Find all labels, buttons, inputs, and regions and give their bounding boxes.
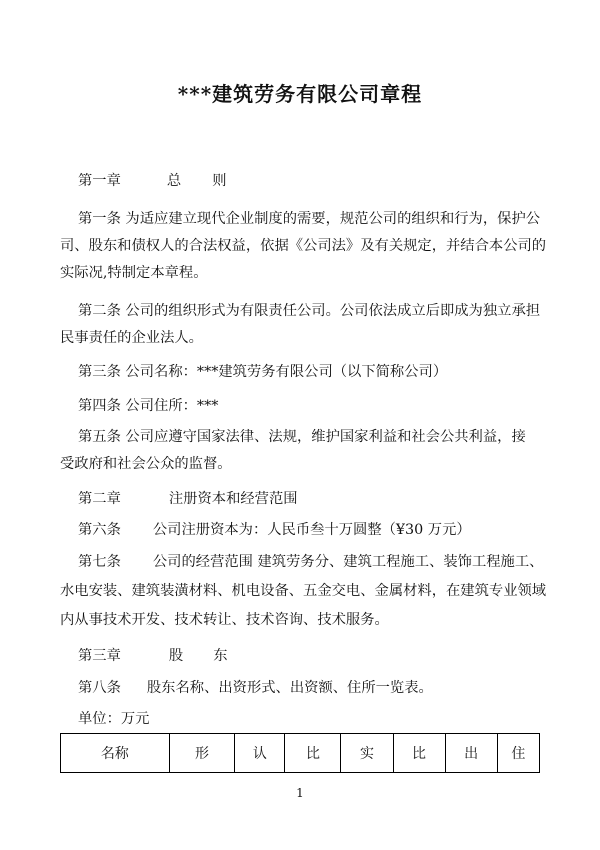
table-header-cell: 实 bbox=[341, 734, 393, 773]
page-number: 1 bbox=[296, 786, 304, 800]
article-1-line-3: 实际况,特制定本章程。 bbox=[60, 265, 208, 281]
article-5-line-2: 受政府和社会公众的监督。 bbox=[60, 456, 232, 472]
article-8 bbox=[78, 678, 433, 698]
document-title: ***建筑劳务有限公司章程 bbox=[177, 82, 423, 106]
article-6-text: 公司注册资本为：人民币叁十万圆整（¥30 万元） bbox=[152, 522, 471, 538]
article-1-line-1: 第一条 为适应建立现代企业制度的需要，规范公司的组织和行为，保护公 bbox=[78, 211, 541, 227]
chapter-2-heading bbox=[78, 489, 298, 509]
article-1-line-2: 司、股东和债权人的合法权益，依据《公司法》及有关规定，并结合本公司的 bbox=[60, 238, 547, 254]
article-7-line-2: 水电安装、建筑装潢材料、机电设备、五金交电、金属材料，在建筑专业领域 bbox=[60, 583, 547, 599]
table-header-row bbox=[61, 734, 540, 773]
chapter-1-heading bbox=[78, 171, 226, 191]
article-8-text: 股东名称、出资形式、出资额、住所一览表。 bbox=[146, 680, 433, 696]
article-7-text-1: 公司的经营范围 建筑劳务分、建筑工程施工、装饰工程施工、 bbox=[152, 554, 544, 570]
chapter-3-label: 第三章 bbox=[78, 648, 121, 664]
article-4: 第四条 公司住所：*** bbox=[78, 398, 219, 414]
article-7-label: 第七条 bbox=[78, 554, 121, 570]
table-header-cell: 比 bbox=[393, 734, 445, 773]
chapter-3-heading bbox=[78, 646, 227, 666]
article-2-line-1: 第二条 公司的组织形式为有限责任公司。公司依法成立后即成为独立承担 bbox=[78, 303, 541, 319]
article-7-line-1 bbox=[78, 552, 543, 572]
table-header-cell: 认 bbox=[235, 734, 285, 773]
chapter-2-title: 注册资本和经营范围 bbox=[168, 491, 298, 507]
article-6-label: 第六条 bbox=[78, 522, 121, 538]
article-6 bbox=[78, 520, 471, 540]
table-header-cell: 住 bbox=[497, 734, 539, 773]
table-header-cell: 比 bbox=[285, 734, 341, 773]
article-3: 第三条 公司名称：***建筑劳务有限公司（以下简称公司） bbox=[78, 364, 448, 380]
chapter-2-label: 第二章 bbox=[78, 491, 121, 507]
chapter-1-label: 第一章 bbox=[78, 173, 121, 189]
article-7-line-3: 内从事技术开发、技术转让、技术咨询、技术服务。 bbox=[60, 612, 389, 628]
article-8-label: 第八条 bbox=[78, 680, 121, 696]
article-5-line-1: 第五条 公司应遵守国家法律、法规，维护国家利益和社会公共利益，接 bbox=[78, 429, 526, 445]
chapter-1-title-char-1: 总 bbox=[166, 173, 182, 189]
unit-label: 单位：万元 bbox=[78, 711, 150, 727]
chapter-3-title-char-2: 东 bbox=[213, 648, 228, 664]
table-header-cell: 形 bbox=[169, 734, 235, 773]
table-header-cell: 名称 bbox=[61, 734, 170, 773]
chapter-3-title-char-1: 股 bbox=[168, 648, 184, 664]
shareholder-table bbox=[60, 733, 540, 773]
chapter-1-title-char-2: 则 bbox=[212, 173, 227, 189]
article-2-line-2: 民事责任的企业法人。 bbox=[60, 330, 203, 346]
table-header-cell: 出 bbox=[445, 734, 497, 773]
